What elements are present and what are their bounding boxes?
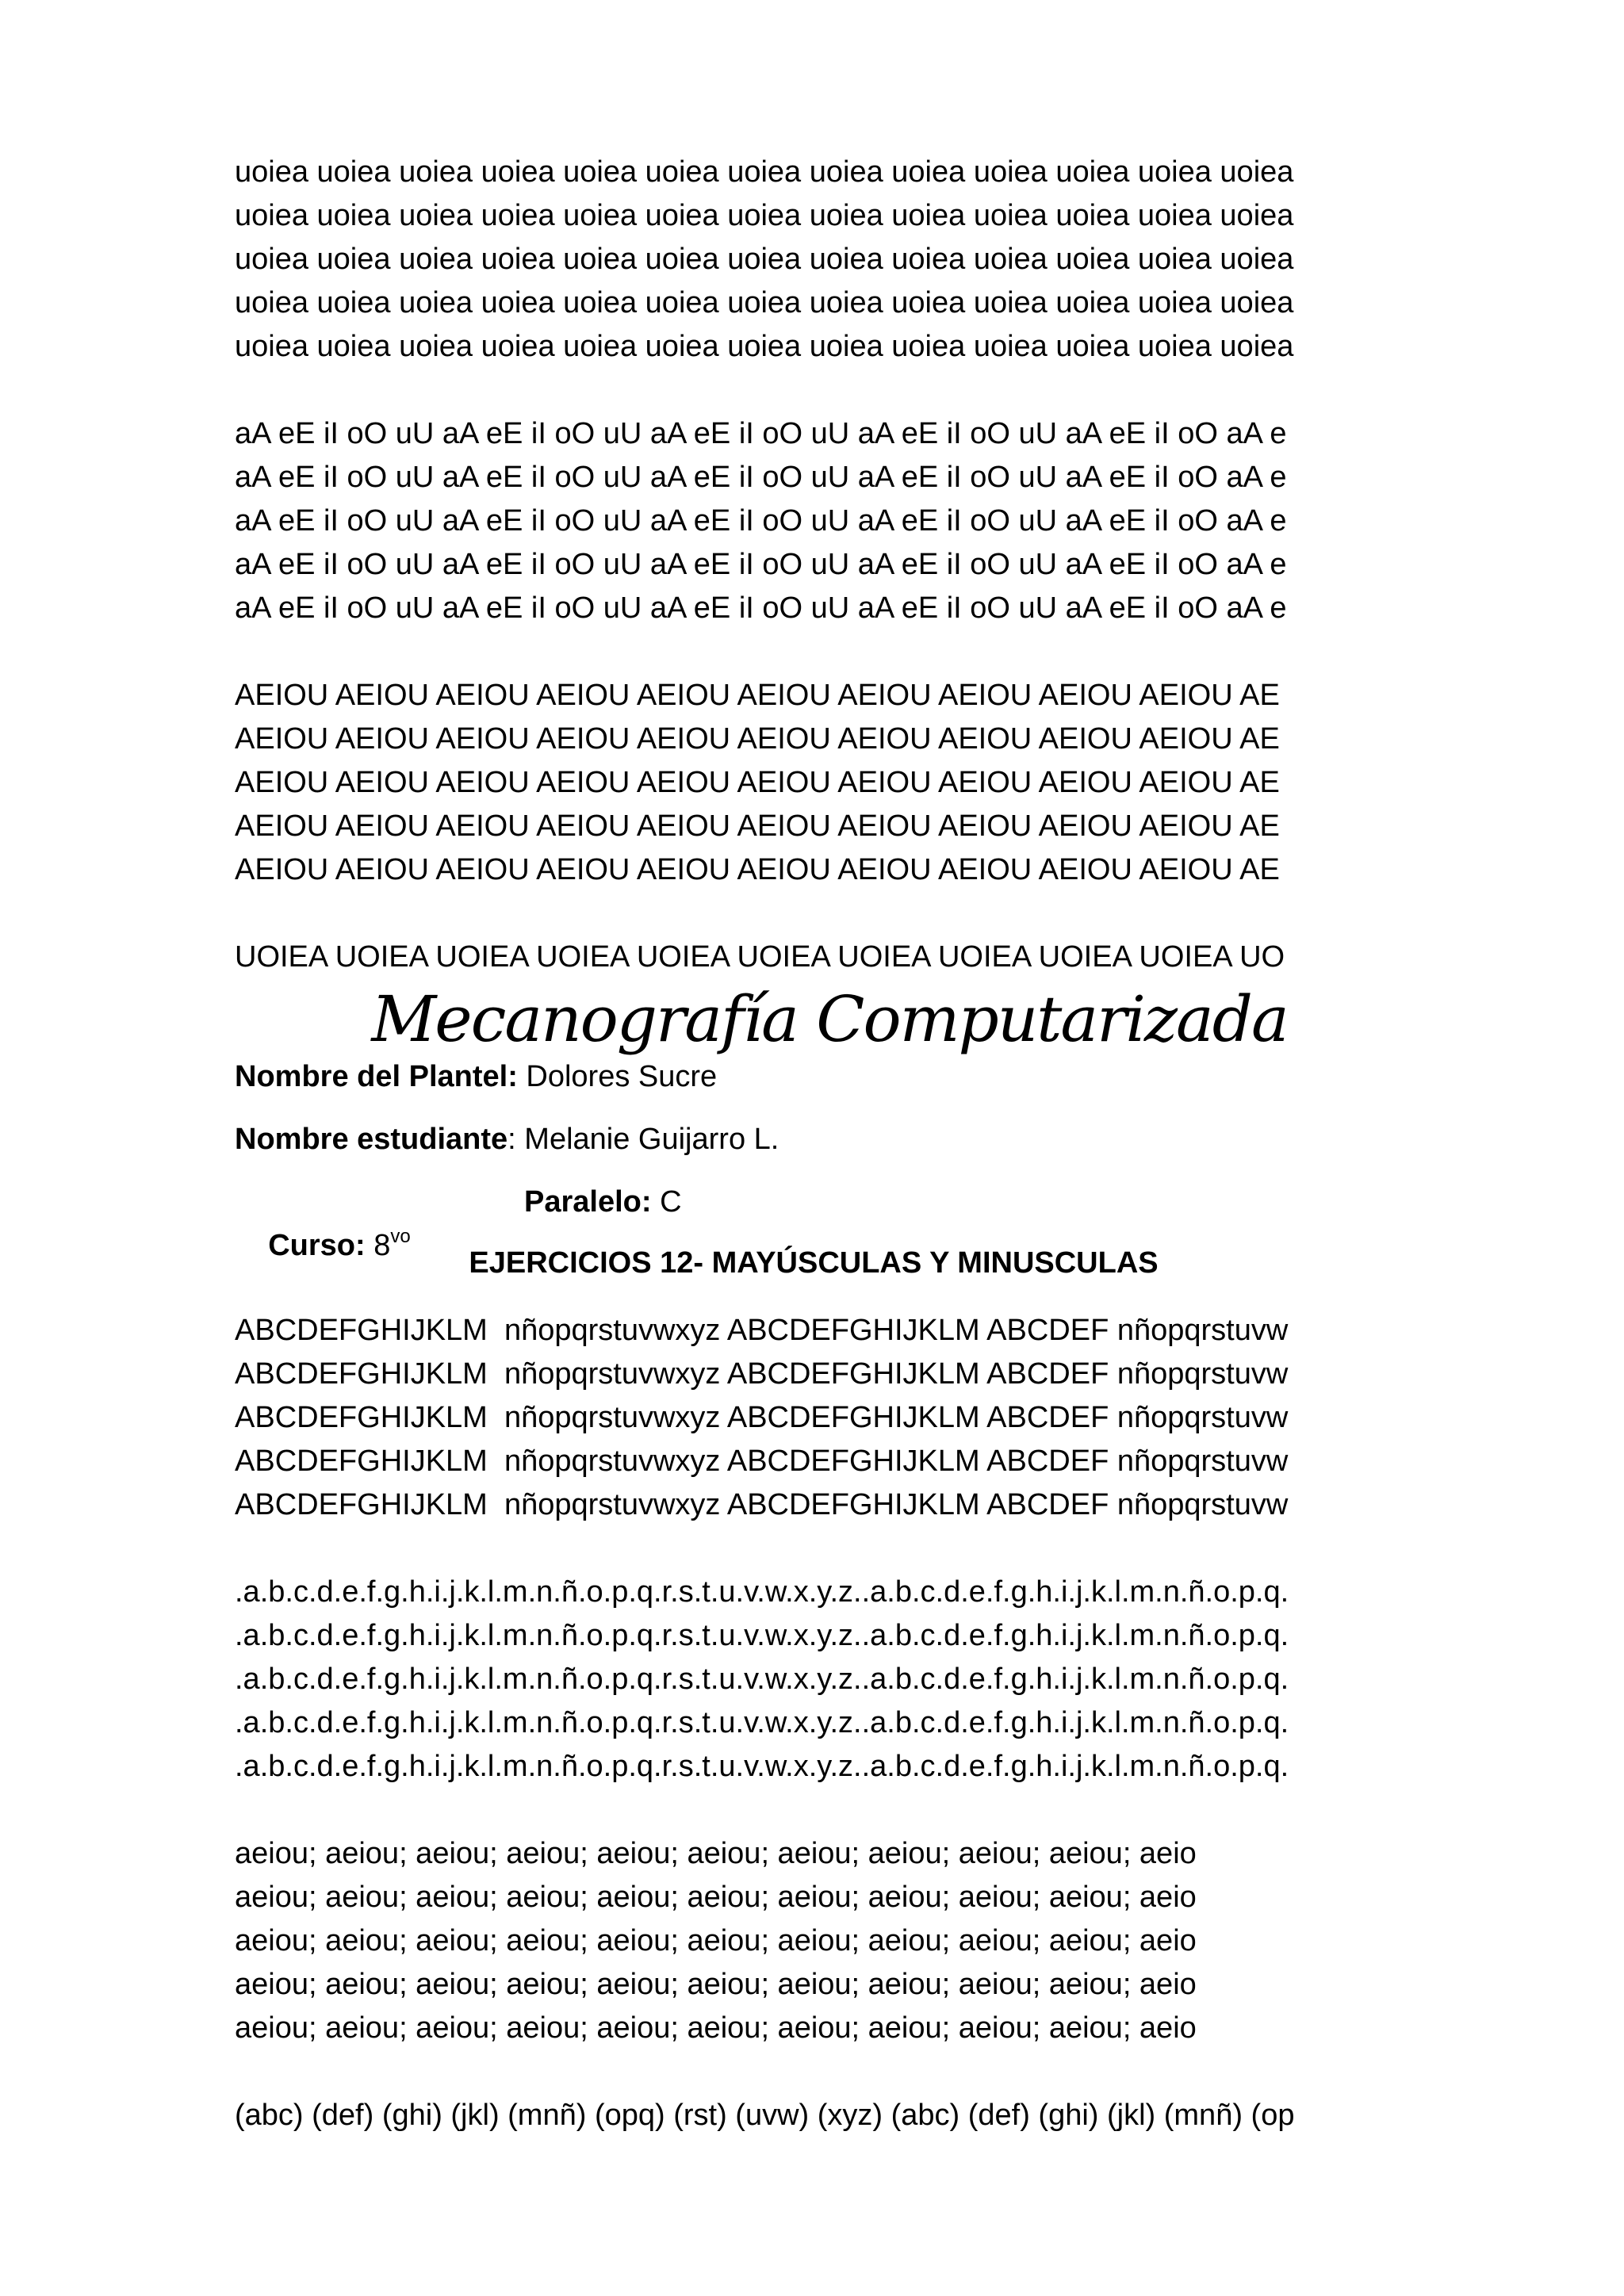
exercise-line: AEIOU AEIOU AEIOU AEIOU AEIOU AEIOU AEIOU AEIOU AEIOU AEIOU AE	[235, 809, 1280, 843]
exercise-block-aeiou-upper	[235, 674, 1408, 892]
paralelo-field	[524, 1181, 682, 1224]
course-row	[235, 1181, 1408, 1262]
exercise-block-mixed-case-vowels	[235, 412, 1408, 630]
exercise-line: ABCDEFGHIJKLM nñopqrstuvwxyz ABCDEFGHIJKLM ABCDEF nñopqrstuvw	[235, 1488, 1289, 1521]
course-field	[268, 1226, 411, 1262]
student-value: : Melanie Guijarro L.	[508, 1123, 779, 1156]
course-value: 8	[365, 1229, 391, 1262]
exercise-line: UOIEA UOIEA UOIEA UOIEA UOIEA UOIEA UOIEA UOIEA UOIEA UOIEA UO	[235, 940, 1285, 974]
exercise-line: aA eE iI oO uU aA eE iI oO uU aA eE iI oO uU aA eE iI oO uU aA eE iI oO aA e	[235, 591, 1287, 625]
exercise-line: aA eE iI oO uU aA eE iI oO uU aA eE iI oO uU aA eE iI oO uU aA eE iI oO aA e	[235, 417, 1287, 450]
exercise-block-uoiea	[235, 151, 1408, 369]
plantel-label: Nombre del Plantel:	[235, 1060, 518, 1093]
paralelo-label: Paralelo:	[524, 1185, 652, 1219]
exercise-line: aeiou; aeiou; aeiou; aeiou; aeiou; aeiou; aeiou; aeiou; aeiou; aeiou; aeio	[235, 2011, 1197, 2045]
document-page	[235, 151, 1408, 2137]
exercise-line: aA eE iI oO uU aA eE iI oO uU aA eE iI oO uU aA eE iI oO uU aA eE iI oO aA e	[235, 461, 1287, 494]
top-exercises	[235, 151, 1408, 979]
student-field	[235, 1118, 1408, 1161]
plantel-value: Dolores Sucre	[517, 1060, 718, 1093]
exercise-line: ABCDEFGHIJKLM nñopqrstuvwxyz ABCDEFGHIJKLM ABCDEF nñopqrstuvw	[235, 1357, 1289, 1391]
exercise-line: (abc) (def) (ghi) (jkl) (mnñ) (opq) (rst) (uvw) (xyz) (abc) (def) (ghi) (jkl) (mnñ) (op	[235, 2099, 1295, 2132]
student-label: Nombre estudiante	[235, 1123, 508, 1156]
exercise-block-dotted-letters	[235, 1571, 1408, 1789]
exercise-line: uoiea uoiea uoiea uoiea uoiea uoiea uoiea uoiea uoiea uoiea uoiea uoiea uoiea	[235, 199, 1294, 232]
exercise-line: .a.b.c.d.e.f.g.h.i.j.k.l.m.n.ñ.o.p.q.r.s.t.u.v.w.x.y.z..a.b.c.d.e.f.g.h.i.j.k.l.m.n.ñ.o.p.q.	[235, 1619, 1289, 1652]
exercise-line: ABCDEFGHIJKLM nñopqrstuvwxyz ABCDEFGHIJKLM ABCDEF nñopqrstuvw	[235, 1445, 1289, 1478]
exercise-line: uoiea uoiea uoiea uoiea uoiea uoiea uoiea uoiea uoiea uoiea uoiea uoiea uoiea	[235, 286, 1294, 320]
exercise-line: aeiou; aeiou; aeiou; aeiou; aeiou; aeiou; aeiou; aeiou; aeiou; aeiou; aeio	[235, 1924, 1197, 1957]
exercise-block-alphabet	[235, 1309, 1408, 1527]
exercise-heading: EJERCICIOS 12- MAYÚSCULAS Y MINUSCULAS	[469, 1246, 1159, 1280]
exercise-line: aeiou; aeiou; aeiou; aeiou; aeiou; aeiou; aeiou; aeiou; aeiou; aeiou; aeio	[235, 1968, 1197, 2001]
exercise-line: aA eE iI oO uU aA eE iI oO uU aA eE iI oO uU aA eE iI oO uU aA eE iI oO aA e	[235, 504, 1287, 538]
plantel-field	[235, 1055, 1408, 1099]
exercise-line: .a.b.c.d.e.f.g.h.i.j.k.l.m.n.ñ.o.p.q.r.s.t.u.v.w.x.y.z..a.b.c.d.e.f.g.h.i.j.k.l.m.n.ñ.o.p.q.	[235, 1706, 1289, 1739]
exercise-block-semicolon-vowels	[235, 1832, 1408, 2050]
document-title: Mecanografía Computarizada	[371, 982, 1288, 1056]
exercise-line: aA eE iI oO uU aA eE iI oO uU aA eE iI oO uU aA eE iI oO uU aA eE iI oO aA e	[235, 548, 1287, 581]
bottom-exercises	[235, 1309, 1408, 2137]
exercise-line: AEIOU AEIOU AEIOU AEIOU AEIOU AEIOU AEIOU AEIOU AEIOU AEIOU AE	[235, 766, 1280, 799]
exercise-line: uoiea uoiea uoiea uoiea uoiea uoiea uoiea uoiea uoiea uoiea uoiea uoiea uoiea	[235, 330, 1294, 363]
exercise-line: uoiea uoiea uoiea uoiea uoiea uoiea uoiea uoiea uoiea uoiea uoiea uoiea uoiea	[235, 155, 1294, 189]
paralelo-value: C	[651, 1185, 682, 1219]
exercise-line: aeiou; aeiou; aeiou; aeiou; aeiou; aeiou; aeiou; aeiou; aeiou; aeiou; aeio	[235, 1881, 1197, 1914]
exercise-block-uoiea-upper	[235, 936, 1408, 979]
exercise-block-parentheses	[235, 2094, 1408, 2137]
exercise-line: ABCDEFGHIJKLM nñopqrstuvwxyz ABCDEFGHIJKLM ABCDEF nñopqrstuvw	[235, 1401, 1289, 1434]
exercise-line: .a.b.c.d.e.f.g.h.i.j.k.l.m.n.ñ.o.p.q.r.s.t.u.v.w.x.y.z..a.b.c.d.e.f.g.h.i.j.k.l.m.n.ñ.o.p.q.	[235, 1750, 1289, 1783]
exercise-line: AEIOU AEIOU AEIOU AEIOU AEIOU AEIOU AEIOU AEIOU AEIOU AEIOU AE	[235, 722, 1280, 756]
exercise-line: ABCDEFGHIJKLM nñopqrstuvwxyz ABCDEFGHIJKLM ABCDEF nñopqrstuvw	[235, 1314, 1289, 1347]
course-superscript: vo	[390, 1226, 411, 1247]
exercise-line: .a.b.c.d.e.f.g.h.i.j.k.l.m.n.ñ.o.p.q.r.s.t.u.v.w.x.y.z..a.b.c.d.e.f.g.h.i.j.k.l.m.n.ñ.o.p.q.	[235, 1663, 1289, 1696]
exercise-line: .a.b.c.d.e.f.g.h.i.j.k.l.m.n.ñ.o.p.q.r.s.t.u.v.w.x.y.z..a.b.c.d.e.f.g.h.i.j.k.l.m.n.ñ.o.p.q.	[235, 1575, 1289, 1609]
exercise-line: aeiou; aeiou; aeiou; aeiou; aeiou; aeiou; aeiou; aeiou; aeiou; aeiou; aeio	[235, 1837, 1197, 1870]
exercise-line: uoiea uoiea uoiea uoiea uoiea uoiea uoiea uoiea uoiea uoiea uoiea uoiea uoiea	[235, 243, 1294, 276]
exercise-line: AEIOU AEIOU AEIOU AEIOU AEIOU AEIOU AEIOU AEIOU AEIOU AEIOU AE	[235, 853, 1280, 886]
course-label: Curso:	[268, 1229, 366, 1262]
exercise-line: AEIOU AEIOU AEIOU AEIOU AEIOU AEIOU AEIOU AEIOU AEIOU AEIOU AE	[235, 679, 1280, 712]
